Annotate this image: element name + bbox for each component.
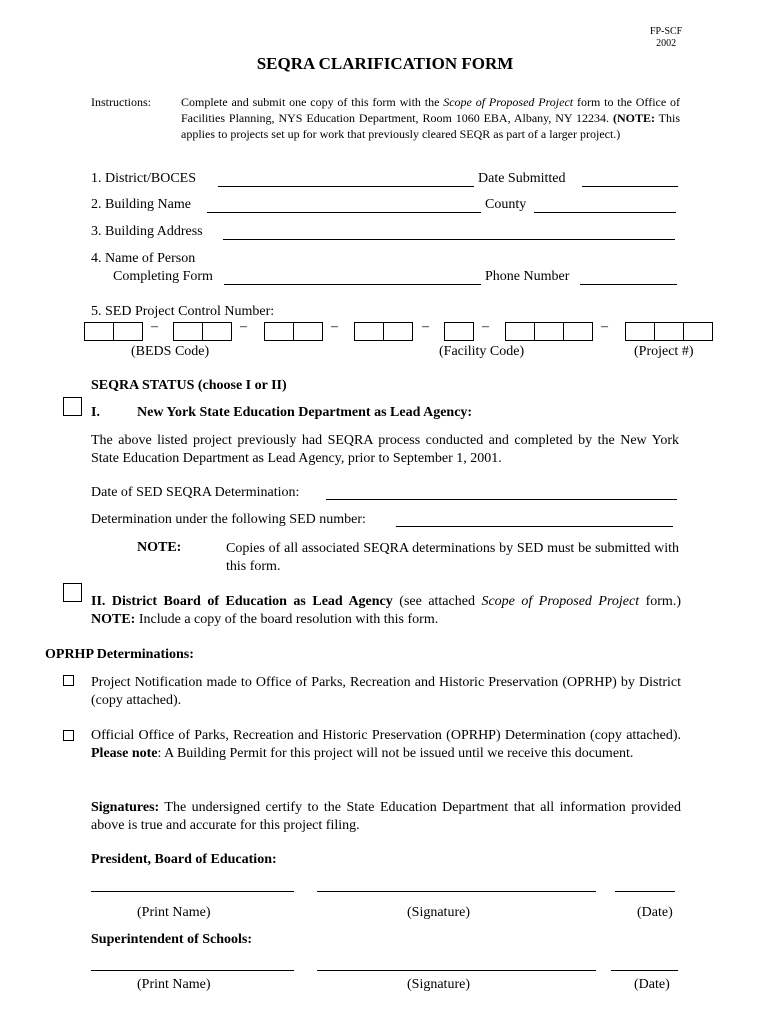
field-date-submitted-label: Date Submitted [478,171,566,186]
option-2-checkbox[interactable] [63,583,82,602]
option-2-text-2: form.) [645,594,681,609]
option-1-checkbox[interactable] [63,397,82,416]
form-code-block [650,26,682,50]
instructions-label: Instructions: [91,95,151,109]
page-title: SEQRA CLARIFICATION FORM [256,54,514,73]
superintendent-date-line[interactable] [611,970,678,971]
instructions-note-label: (NOTE: [612,111,655,125]
form-year: 2002 [656,38,677,49]
field-control-number-label: 5. SED Project Control Number: [91,304,275,319]
option-2-text [91,593,681,629]
superintendent-signature-line[interactable] [317,970,596,971]
control-box[interactable] [563,322,593,341]
field-date-submitted-line[interactable] [582,186,678,187]
president-print-name-caption: (Print Name) [137,905,211,920]
oprhp-item-2-text [91,727,681,763]
instructions-note-text: This applies to projects set up for work that previously cleared SEQR as part of a larger project.) [181,111,680,141]
sed-number-line[interactable] [396,526,673,527]
sed-determination-date-label: Date of SED SEQRA Determination: [91,485,300,500]
field-phone-line[interactable] [580,284,677,285]
signatures-statement [91,799,681,835]
oprhp-item-1-checkbox[interactable] [63,675,74,686]
option-1-note-label: NOTE: [137,540,182,555]
option-1-title: New York State Education Department as Lead Agency: [137,405,473,420]
oprhp-item-2-text-1: Official Office of Parks, Recreation and Historic Preservation (OPRHP) Determination (copy attached). [91,728,681,743]
control-dash: – [601,319,608,334]
option-1-number: I. [91,405,100,420]
control-box[interactable] [683,322,713,341]
oprhp-item-1-text: Project Notification made to Office of Parks, Recreation and Historic Preservation (OPRHP) by District (copy attached). [91,675,681,708]
field-county-line[interactable] [534,212,676,213]
instructions-text-2: form to the Office of Facilities Planning, NYS Education Department, Room 1060 EBA, Albany, NY 12234. [181,95,680,125]
field-building-name-label: 2. Building Name [91,197,191,212]
beds-code-label: (BEDS Code) [131,344,210,359]
field-district-label: 1. District/BOCES [91,171,197,186]
president-print-name-line[interactable] [91,891,294,892]
field-person-label-1: 4. Name of Person [91,251,196,266]
control-box[interactable] [654,322,684,341]
control-box[interactable] [264,322,294,341]
signatures-label: Signatures: [91,800,160,815]
oprhp-item-2-text-2: : A Building Permit for this project will not be issued until we receive this document. [157,746,634,761]
field-person-label-2: Completing Form [113,269,213,284]
field-county-label: County [485,197,527,212]
field-building-address-line[interactable] [223,239,675,240]
superintendent-signature-caption: (Signature) [407,977,470,992]
control-box[interactable] [383,322,413,341]
facility-code-label: (Facility Code) [439,344,525,359]
control-dash: – [331,319,338,334]
control-box[interactable] [293,322,323,341]
control-box[interactable] [625,322,655,341]
president-date-caption: (Date) [637,905,673,920]
oprhp-item-2-bold: Please note [91,746,158,761]
superintendent-heading: Superintendent of Schools: [91,932,253,947]
president-signature-caption: (Signature) [407,905,470,920]
oprhp-item-2-checkbox[interactable] [63,730,74,741]
control-dash: – [482,319,489,334]
field-building-address-label: 3. Building Address [91,224,203,239]
president-heading: President, Board of Education: [91,852,277,867]
control-box[interactable] [84,322,114,341]
control-box[interactable] [173,322,203,341]
option-2-note-text: Include a copy of the board resolution with this form. [138,612,439,627]
field-person-line[interactable] [224,284,481,285]
president-date-line[interactable] [615,891,675,892]
project-number-label: (Project #) [634,344,694,359]
oprhp-heading: OPRHP Determinations: [45,647,194,662]
option-1-note-text: Copies of all associated SEQRA determinations by SED must be submitted with this form. [226,541,679,574]
control-box[interactable] [202,322,232,341]
control-dash: – [422,319,429,334]
option-1-paragraph: The above listed project previously had SEQRA process conducted and completed by the New York State Education Department as Lead Agency, prior to September 1, 2001. [91,433,679,466]
option-2-note-label: NOTE: [91,612,136,627]
control-box[interactable] [354,322,384,341]
option-2-text-1: (see attached [399,594,475,609]
form-code: FP-SCF [650,26,683,37]
signatures-text: The undersigned certify to the State Education Department that all information provided above is true and accurate for this project filing. [91,800,681,833]
field-building-name-line[interactable] [207,212,481,213]
field-district-line[interactable] [218,186,474,187]
sed-number-label: Determination under the following SED number: [91,512,366,527]
sed-determination-date-line[interactable] [326,499,677,500]
option-2-italic: Scope of Proposed Project [481,594,640,609]
instructions-italic: Scope of Proposed Project [443,95,574,109]
control-box[interactable] [505,322,535,341]
control-box[interactable] [534,322,564,341]
seqra-status-heading: SEQRA STATUS (choose I or II) [91,378,287,393]
option-2-title: II. District Board of Education as Lead Agency [91,594,393,609]
control-dash: – [151,319,158,334]
president-signature-line[interactable] [317,891,596,892]
field-phone-label: Phone Number [485,269,570,284]
superintendent-print-name-line[interactable] [91,970,294,971]
control-dash: – [240,319,247,334]
instructions-text-1: Complete and submit one copy of this form with the [181,95,440,109]
superintendent-print-name-caption: (Print Name) [137,977,211,992]
control-box[interactable] [113,322,143,341]
superintendent-date-caption: (Date) [634,977,670,992]
instructions-text [181,94,680,142]
control-box[interactable] [444,322,474,341]
